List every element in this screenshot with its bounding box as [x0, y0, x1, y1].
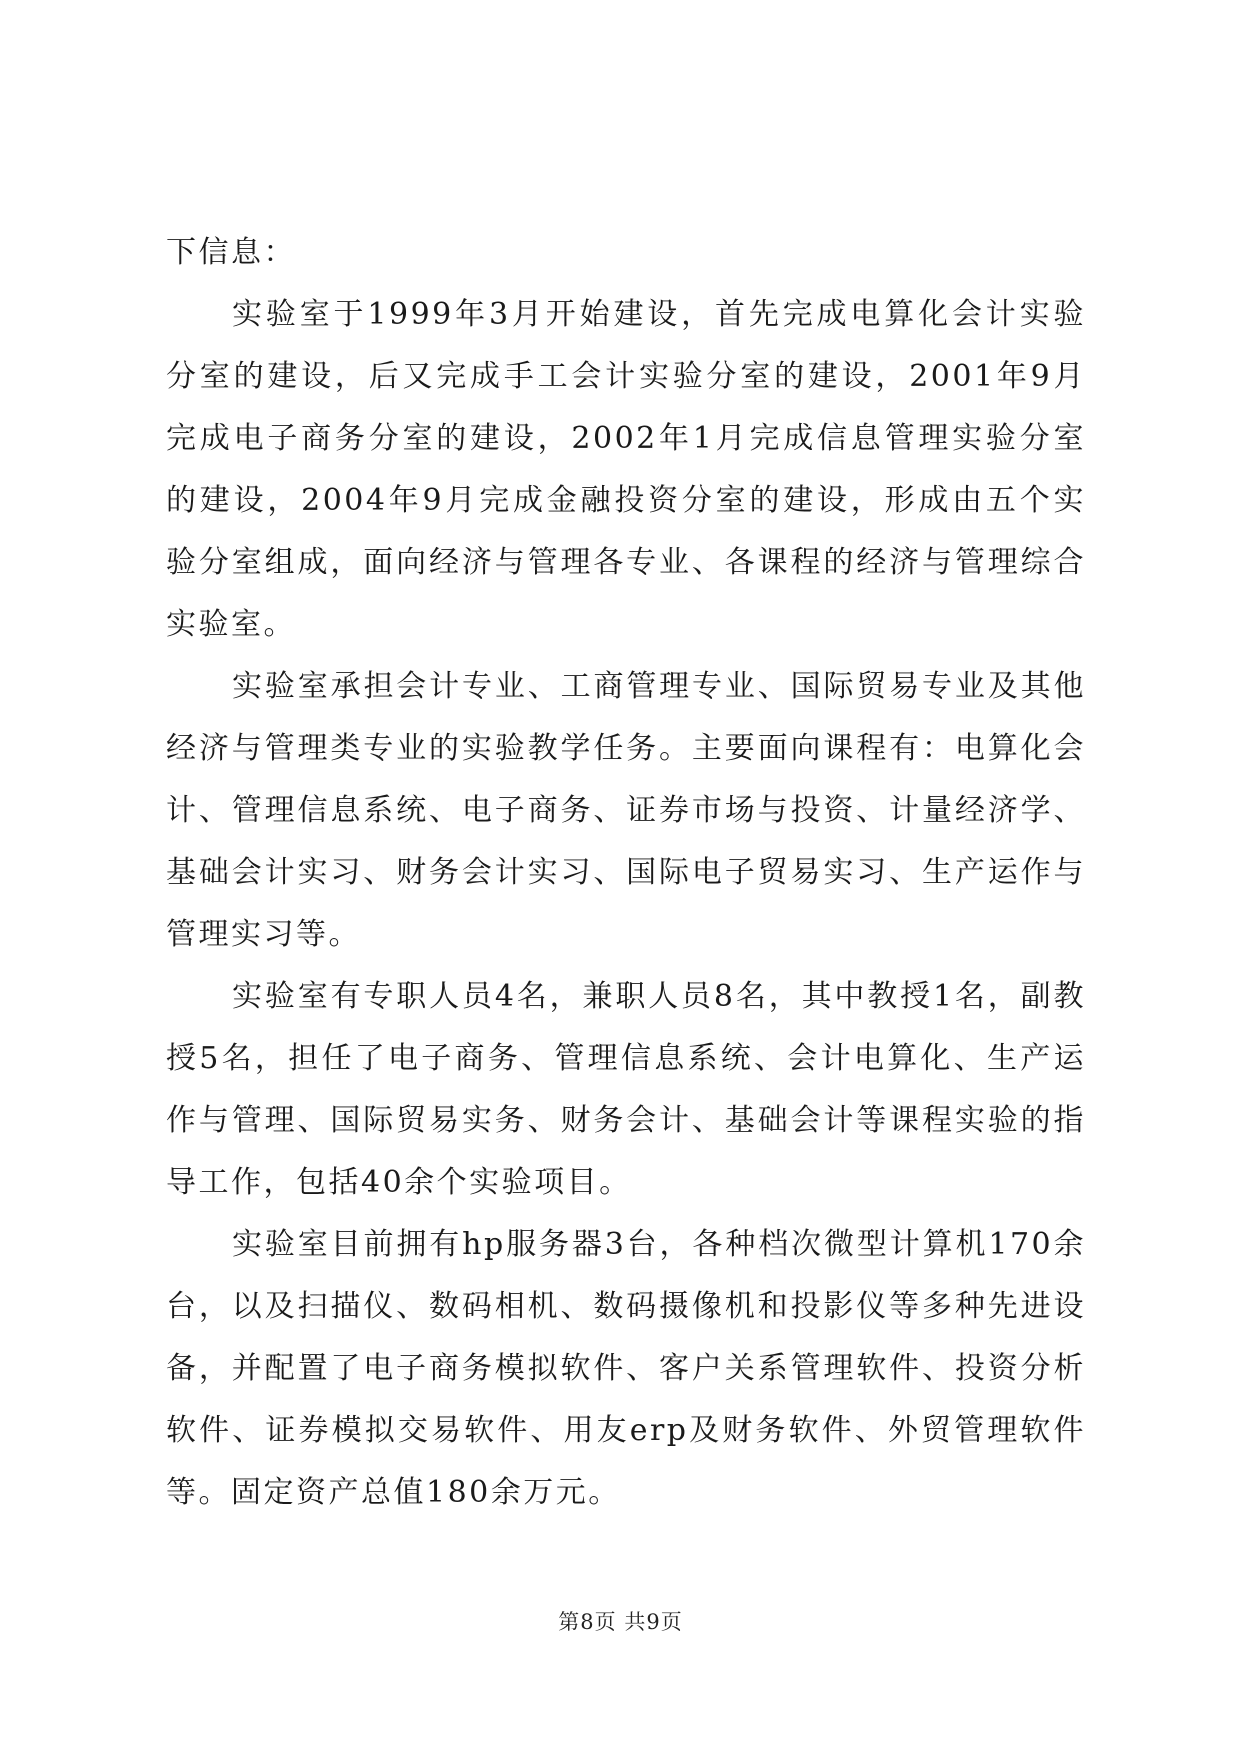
paragraph-equipment: 实验室目前拥有hp服务器3台，各种档次微型计算机170余台，以及扫描仪、数码相机、数码摄像机和投影仪等多种先进设备，并配置了电子商务模拟软件、客户关系管理软件、投资分析软件、证券模拟交易软件、用友erp及财务软件、外贸管理软件等。固定资产总值180余万元。	[166, 1227, 1086, 1510]
page-number-footer: 第8页 共9页	[558, 1610, 683, 1634]
paragraph-staff: 实验室有专职人员4名，兼职人员8名，其中教授1名，副教授5名，担任了电子商务、管理信息系统、会计电算化、生产运作与管理、国际贸易实务、财务会计、基础会计等课程实验的指导工作，包括40余个实验项目。	[166, 979, 1086, 1200]
document-body	[166, 222, 1086, 1524]
paragraph-continuation: 下信息：	[166, 235, 296, 270]
paragraph-teaching-tasks: 实验室承担会计专业、工商管理专业、国际贸易专业及其他经济与管理类专业的实验教学任务。主要面向课程有：电算化会计、管理信息系统、电子商务、证券市场与投资、计量经济学、基础会计实习、财务会计实习、国际电子贸易实习、生产运作与管理实习等。	[166, 669, 1086, 952]
paragraph-lab-history: 实验室于1999年3月开始建设，首先完成电算化会计实验分室的建设，后又完成手工会计实验分室的建设，2001年9月完成电子商务分室的建设，2002年1月完成信息管理实验分室的建设，2004年9月完成金融投资分室的建设，形成由五个实验分室组成，面向经济与管理各专业、各课程的经济与管理综合实验室。	[166, 297, 1086, 642]
